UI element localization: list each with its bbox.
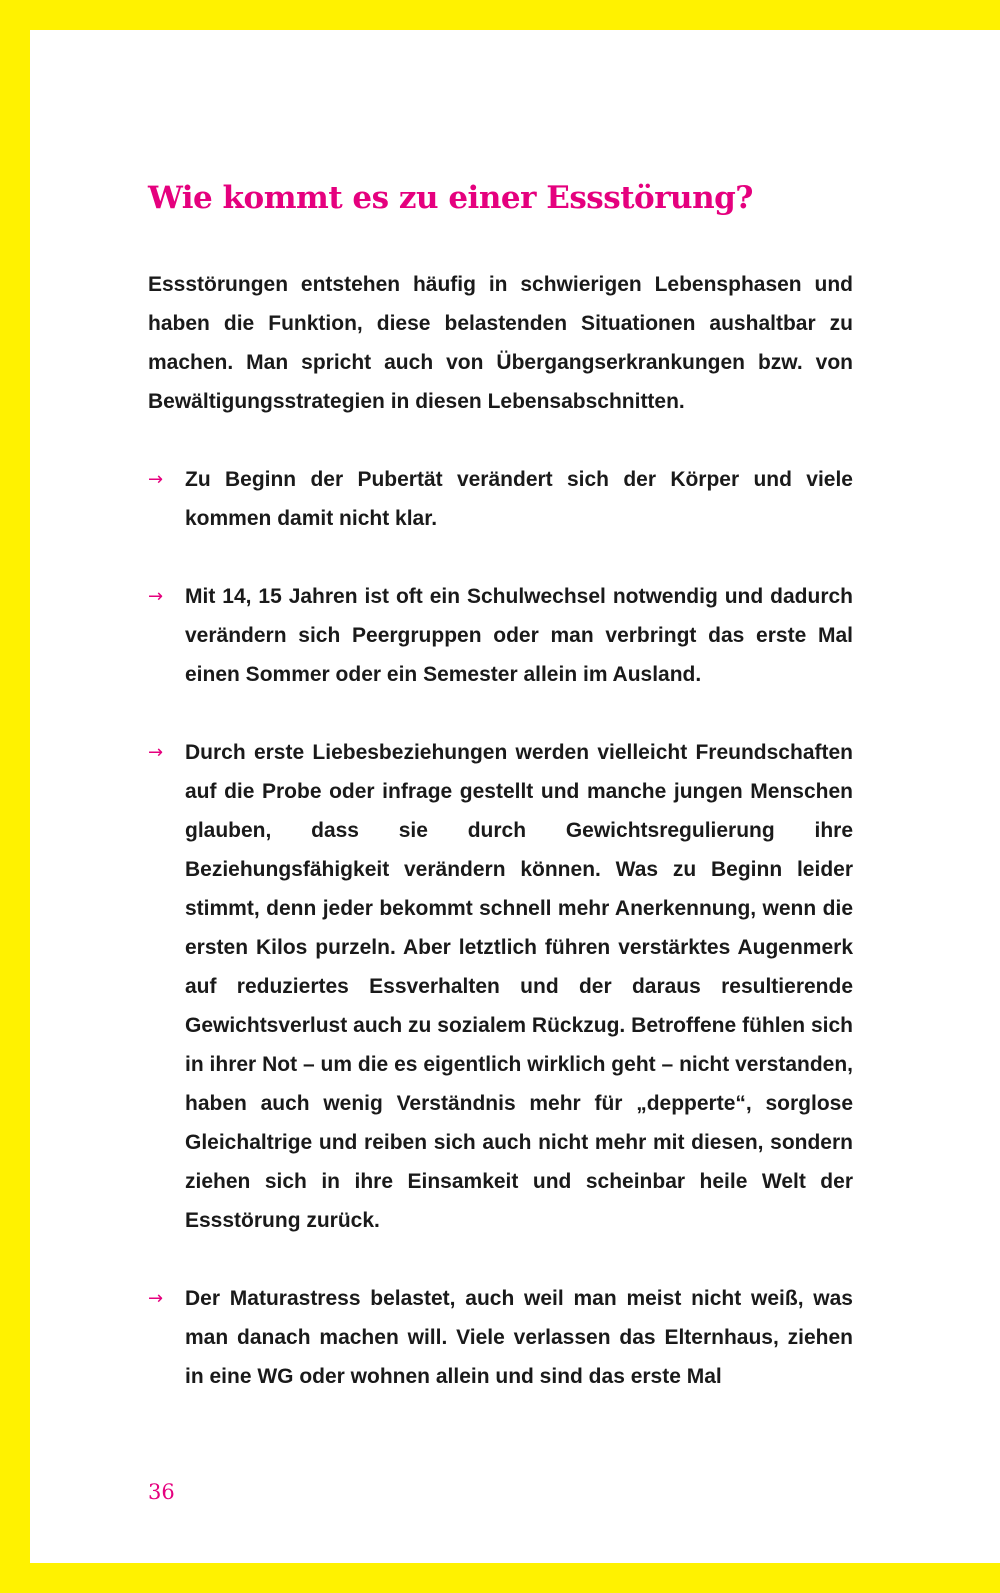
list-item [148,577,853,694]
list-item-text: Mit 14, 15 Jahren ist oft ein Schulwechsel notwendig und dadurch verändern sich Peergruppen oder man verbringt das erste Mal einen Sommer oder ein Semester allein im Ausland. [185,585,853,686]
section-heading: Wie kommt es zu einer Essstörung? [148,180,753,216]
book-page [30,30,1000,1563]
arrow-right-icon: → [148,1288,164,1309]
intro-paragraph: Essstörungen entstehen häufig in schwierigen Lebensphasen und haben die Funktion, diese belastenden Situationen aushaltbar zu machen. Man spricht auch von Übergangserkrankungen bzw. von Bewältigungsstrategien in diesen Lebensabschnitten. [148,273,853,413]
list-item [148,460,853,538]
arrow-right-icon: → [148,586,164,607]
list-item [148,733,853,1240]
list-item-text: Durch erste Liebesbeziehungen werden vielleicht Freundschaften auf die Probe oder infrage gestellt und manche jungen Menschen glauben, dass sie durch Gewichtsregulierung ihre Beziehungsfähigkeit verändern können. Was zu Beginn leider stimmt, denn jeder bekommt schnell mehr Anerkennung, wenn die ersten Kilos purzeln. Aber letztlich führen verstärktes Augenmerk auf reduziertes Essverhalten und der daraus resultierende Gewichtsverlust auch zu sozialem Rückzug. Betroffene fühlen sich in ihrer Not – um die es eigentlich wirklich geht – nicht verstanden, haben auch wenig Verständnis mehr für „depperte“, sorglose Gleichaltrige und reiben sich auch nicht mehr mit diesen, sondern ziehen sich in ihre Einsamkeit und scheinbar heile Welt der Essstörung zurück. [185,741,853,1232]
list-item-text: Der Maturastress belastet, auch weil man meist nicht weiß, was man danach machen will. Viele verlassen das Elternhaus, ziehen in eine WG oder wohnen allein und sind das erste Mal [185,1287,853,1388]
list-item-text: Zu Beginn der Pubertät verändert sich der Körper und viele kommen damit nicht klar. [185,468,853,530]
arrow-right-icon: → [148,469,164,490]
list-item [148,1279,853,1396]
body-content [148,265,853,1435]
page-number: 36 [148,1480,175,1504]
bullet-list [148,460,853,1396]
arrow-right-icon: → [148,742,164,763]
